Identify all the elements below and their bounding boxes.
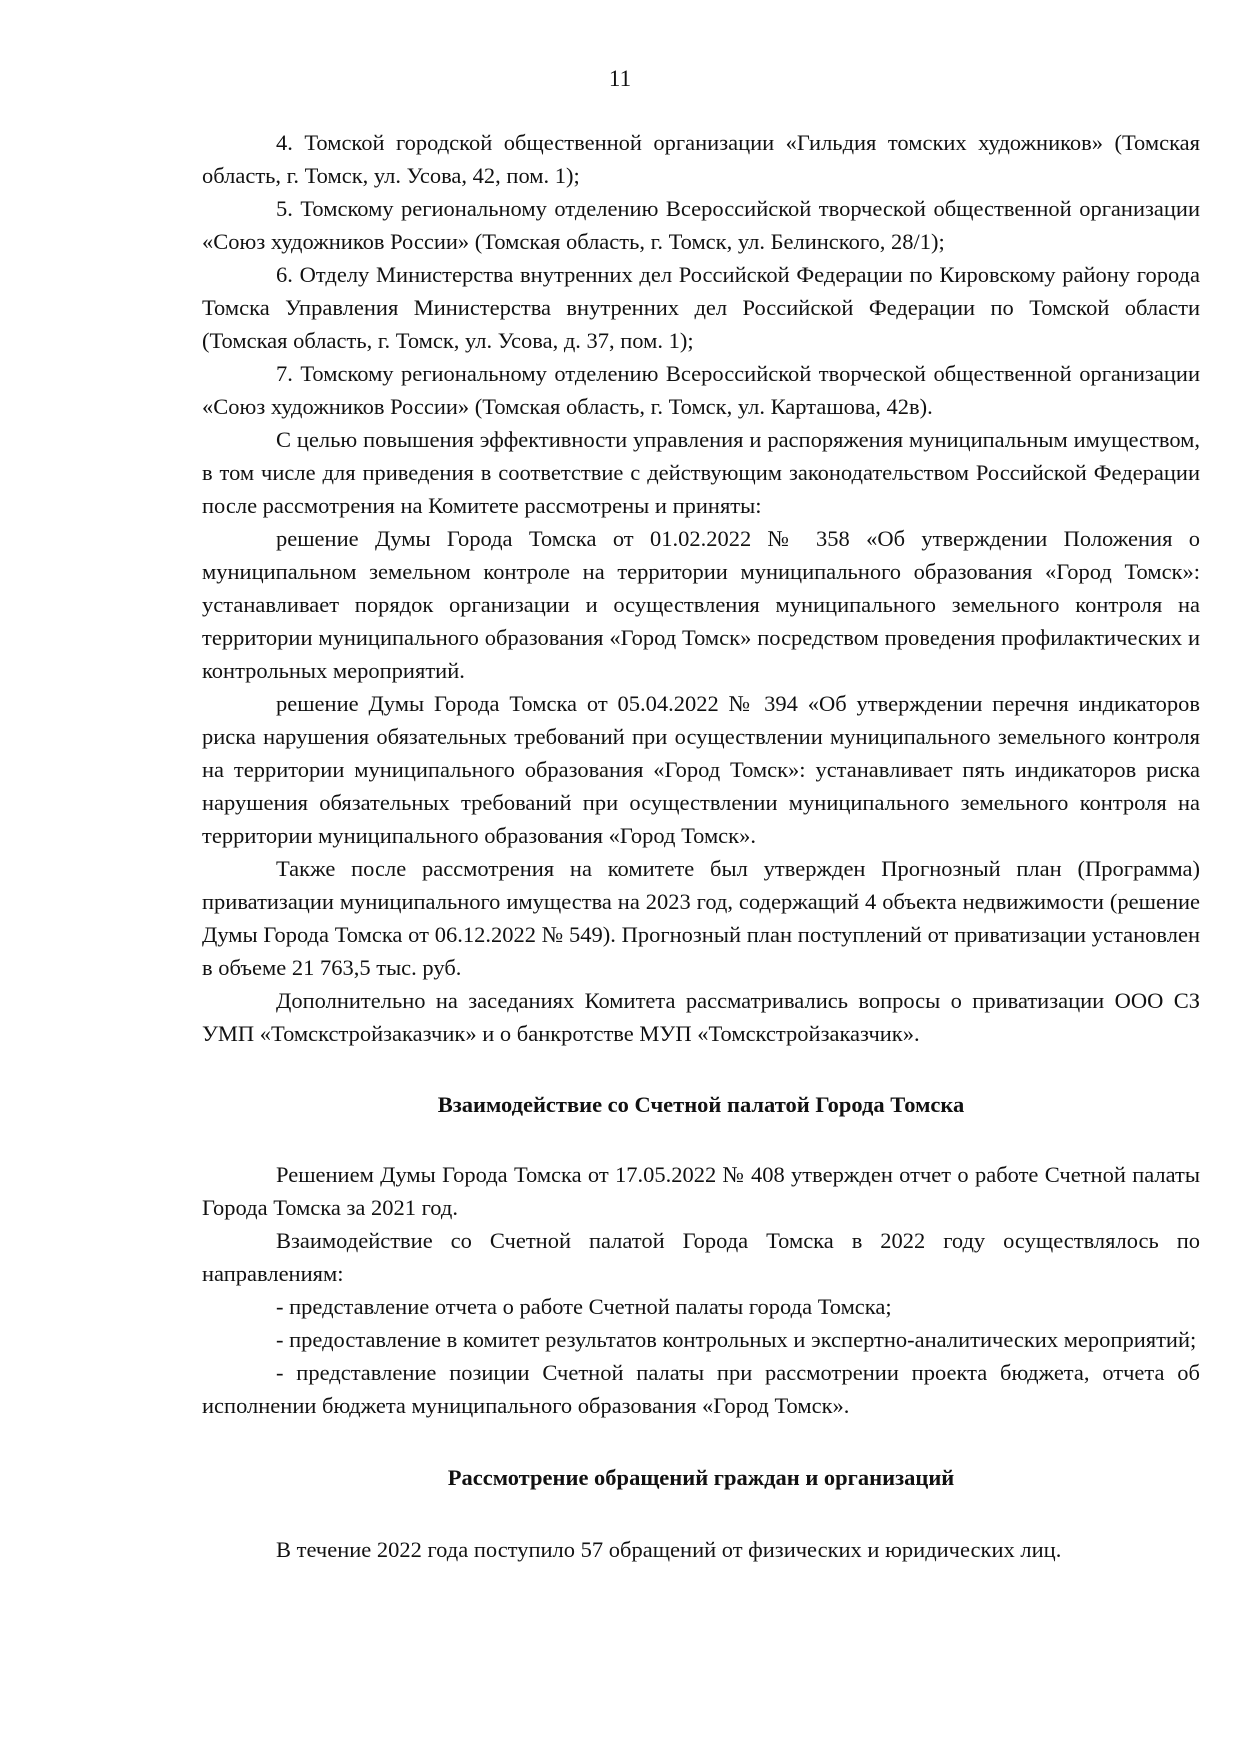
- paragraph-intro-decisions: С целью повышения эффективности управления и распоряжения муниципальным имуществом, в том числе для приведения в соответствие с действующим законодательством Российской Федерации после рассмотрения на Комитете рассмотрены и приняты:: [202, 427, 1200, 518]
- page-number: 11: [608, 66, 632, 91]
- paragraph-item-4: 4. Томской городской общественной организации «Гильдия томских художников» (Томская область, г. Томск, ул. Усова, 42, пом. 1);: [202, 130, 1200, 188]
- paragraph-item-7: 7. Томскому региональному отделению Всероссийской творческой общественной организации «Союз художников России» (Томская область, г. Томск, ул. Карташова, 42в).: [202, 361, 1200, 419]
- paragraph-privatization-plan: Также после рассмотрения на комитете был утвержден Прогнозный план (Программа) приватизации муниципального имущества на 2023 год, содержащий 4 объекта недвижимости (решение Думы Города Томска от 06.12.2022 № 549). Прогнозный план поступлений от приватизации установлен в объеме 21 763,5 тыс. руб.: [202, 856, 1200, 980]
- paragraph-item-6: 6. Отделу Министерства внутренних дел Российской Федерации по Кировскому району города Томска Управления Министерства внутренних дел Российской Федерации по Томской области (Томская область, г. Томск, ул. Усова, д. 37, пом. 1);: [202, 262, 1200, 353]
- paragraph-decision-394: решение Думы Города Томска от 05.04.2022 № 394 «Об утверждении перечня индикаторов риска нарушения обязательных требований при осуществлении муниципального земельного контроля на территории муниципального образования «Город Томск»: устанавливает пять индикаторов риска нарушения обязательных требований при осуществлении муниципального земельного контроля на территории муниципального образования «Город Томск».: [202, 691, 1200, 848]
- list-item-report: - представление отчета о работе Счетной палаты города Томска;: [276, 1294, 892, 1319]
- paragraph-item-5: 5. Томскому региональному отделению Всероссийской творческой общественной организации «Союз художников России» (Томская область, г. Томск, ул. Белинского, 28/1);: [202, 196, 1200, 254]
- document-body: [202, 126, 1200, 1566]
- section-heading-appeals: Рассмотрение обращений граждан и организаций: [447, 1465, 955, 1490]
- list-item-results: - предоставление в комитет результатов контрольных и экспертно-аналитических мероприятий;: [276, 1327, 1197, 1352]
- paragraph-additional-questions: Дополнительно на заседаниях Комитета рассматривались вопросы о приватизации ООО СЗ УМП «Томскстройзаказчик» и о банкротстве МУП «Томскстройзаказчик».: [202, 988, 1200, 1046]
- paragraph-appeals-count: В течение 2022 года поступило 57 обращений от физических и юридических лиц.: [276, 1537, 1062, 1562]
- paragraph-interaction-directions: Взаимодействие со Счетной палатой Города Томска в 2022 году осуществлялось по направлениям:: [202, 1228, 1200, 1286]
- paragraph-report-approved: Решением Думы Города Томска от 17.05.2022 № 408 утвержден отчет о работе Счетной палаты Города Томска за 2021 год.: [202, 1162, 1200, 1220]
- paragraph-decision-358: решение Думы Города Томска от 01.02.2022 № 358 «Об утверждении Положения о муниципальном земельном контроле на территории муниципального образования «Город Томск»: устанавливает порядок организации и осуществления муниципального земельного контроля на территории муниципального образования «Город Томск» посредством проведения профилактических и контрольных мероприятий.: [202, 526, 1200, 683]
- list-item-position: - представление позиции Счетной палаты при рассмотрении проекта бюджета, отчета об исполнении бюджета муниципального образования «Город Томск».: [202, 1360, 1200, 1418]
- section-heading-accounts-chamber: Взаимодействие со Счетной палатой Города Томска: [437, 1092, 965, 1117]
